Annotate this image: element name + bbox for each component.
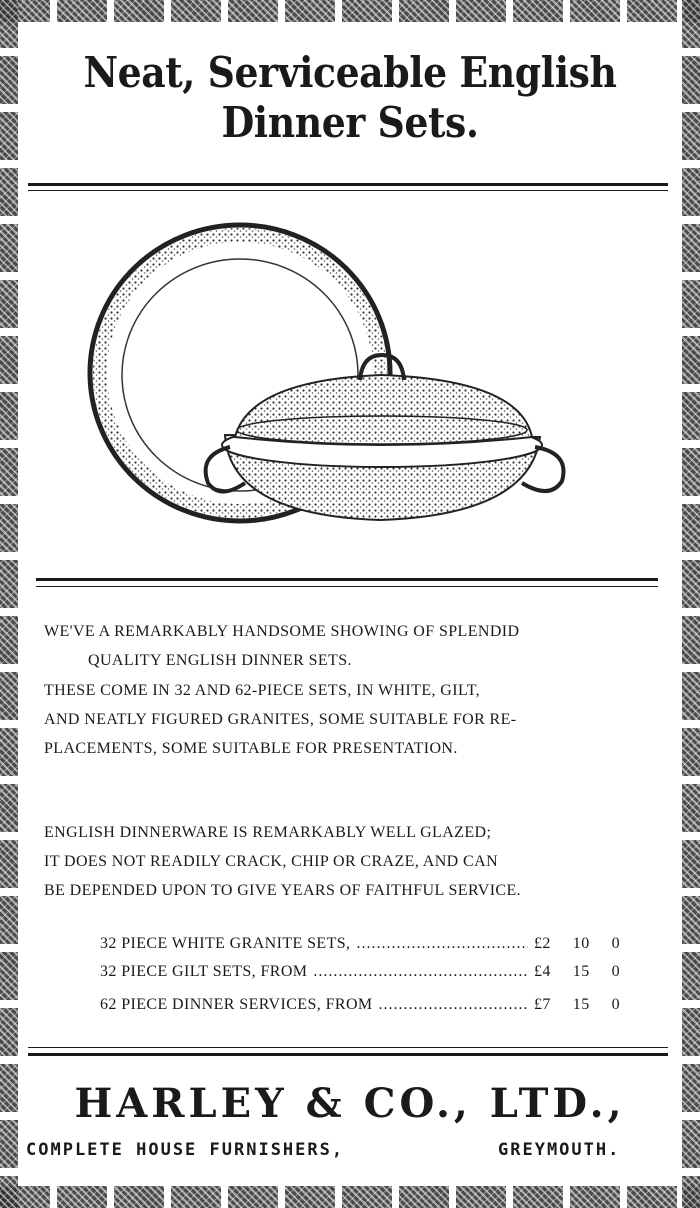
price-label: 32 PIECE WHITE GRANITE SETS, <box>100 935 351 952</box>
price-label: 62 PIECE DINNER SERVICES, FROM <box>100 996 373 1013</box>
price-pounds: £4 <box>534 963 551 980</box>
leader-dots <box>356 935 528 953</box>
price-value <box>534 996 620 1014</box>
divider-top <box>28 183 668 186</box>
paragraph-showing-line-1: WE'VE A REMARKABLY HANDSOME SHOWING OF SPLENDID <box>44 623 520 640</box>
top-border <box>0 0 700 22</box>
headline <box>71 48 629 148</box>
price-pence: 0 <box>611 996 620 1013</box>
paragraph-showing <box>44 617 656 675</box>
divider-middle-thin <box>36 586 658 587</box>
dinner-set-illustration <box>80 215 620 545</box>
price-shillings: 15 <box>572 996 590 1013</box>
firm-town: GREYMOUTH. <box>498 1140 621 1160</box>
price-shillings: 10 <box>572 935 590 952</box>
price-value <box>534 963 620 981</box>
price-pounds: £2 <box>534 935 551 952</box>
paragraph-glazed <box>44 818 656 905</box>
price-pence: 0 <box>611 963 620 980</box>
firm-tagline: COMPLETE HOUSE FURNISHERS, <box>26 1140 345 1160</box>
headline-line-1: Neat, Serviceable English <box>83 48 617 97</box>
divider-middle <box>36 578 658 581</box>
paragraph-glazed-line-2: IT DOES NOT READILY CRACK, CHIP OR CRAZE, AND CAN <box>44 853 499 870</box>
leader-dots <box>379 996 528 1014</box>
price-pence: 0 <box>611 935 620 952</box>
paragraph-showing-line-2: QUALITY ENGLISH DINNER SETS. <box>88 652 352 669</box>
firm-name: HARLEY & CO., LTD., <box>74 1080 626 1127</box>
divider-top-thin <box>28 190 668 191</box>
price-row <box>100 963 620 981</box>
paragraph-glazed-line-3: BE DEPENDED UPON TO GIVE YEARS OF FAITHFUL SERVICE. <box>44 882 522 899</box>
paragraph-sets-line-2: AND NEATLY FIGURED GRANITES, SOME SUITABLE FOR RE- <box>44 711 517 728</box>
divider-bottom <box>28 1053 668 1056</box>
leader-dots <box>313 963 528 981</box>
right-border <box>682 0 700 1208</box>
headline-line-2: Dinner Sets. <box>221 98 479 147</box>
price-row <box>100 935 620 953</box>
price-row <box>100 996 620 1014</box>
paragraph-sets-line-1: THESE COME IN 32 AND 62-PIECE SETS, IN WHITE, GILT, <box>44 682 481 699</box>
price-shillings: 15 <box>572 963 590 980</box>
price-value <box>534 935 620 953</box>
bottom-border <box>0 1186 700 1208</box>
paragraph-sets <box>44 676 656 763</box>
left-border <box>0 0 18 1208</box>
paragraph-glazed-line-1: ENGLISH DINNERWARE IS REMARKABLY WELL GLAZED; <box>44 824 492 841</box>
divider-bottom-thin <box>28 1047 668 1048</box>
price-pounds: £7 <box>534 996 551 1013</box>
paragraph-sets-line-3: PLACEMENTS, SOME SUITABLE FOR PRESENTATION. <box>44 740 458 757</box>
price-label: 32 PIECE GILT SETS, FROM <box>100 963 308 980</box>
